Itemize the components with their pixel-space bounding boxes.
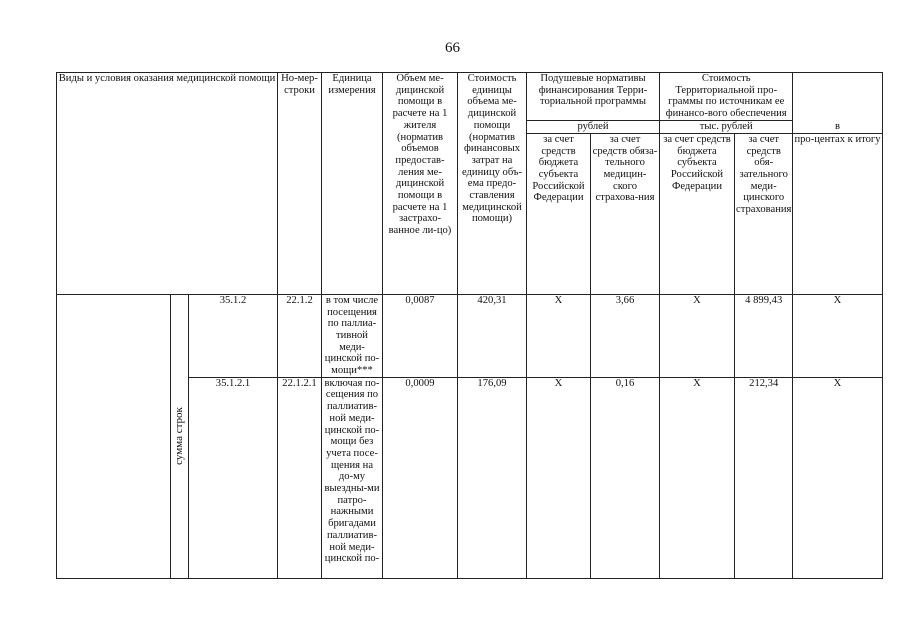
percent-cell: Х [793, 294, 882, 377]
percent-cell: Х [793, 377, 882, 578]
header-percent: про-центах к итогу [793, 133, 882, 294]
oms-cell: 3,66 [591, 294, 660, 377]
table-row [57, 294, 883, 377]
page-number: 66 [445, 40, 460, 56]
code-cell: 35.1.2 [189, 294, 278, 377]
header-per-capita: Подушевые нормативы финансирования Терри-ториальной программы [527, 73, 660, 121]
header-rub: рублей [527, 120, 660, 133]
side-label-cell [171, 294, 189, 578]
volume-cell: 0,0009 [383, 377, 458, 578]
header-cost: Стоимость единицы объема ме-дицинской помощи (норматив финансовых затрат на единицу объ-ема предо-ставления медицинской помощи) [458, 73, 527, 295]
volume-cell: 0,0087 [383, 294, 458, 377]
header-oms: за счет средств обяза-тельного медицин-ского страхова-ния [591, 133, 660, 294]
oms-cell: 0,16 [591, 377, 660, 578]
header-kinds: Виды и условия оказания медицинской помощи [57, 73, 278, 295]
kinds-cell [57, 294, 171, 578]
side-label: сумма строк [172, 407, 185, 466]
header-cost-territorial: Стоимость Территориальной про-граммы по источникам ее финансо-вого обеспечения [660, 73, 793, 121]
unit-cell: включая по-сещения по паллиатив-ной меди-цинской по-мощи без учета посе-щения на до-му выездны-ми патро-нажными бригадами паллиатив-ной меди-цинской по- [322, 377, 383, 578]
header-volume: Объем ме-дицинской помощи в расчете на 1 жителя (норматив объемов предостав-ления ме-дицинской помощи в расчете на 1 застрахо-ванное ли-цо) [383, 73, 458, 295]
cost-cell: 176,09 [458, 377, 527, 578]
header-budget: за счет средств бюджета субъекта Российской Федерации [527, 133, 591, 294]
header-oms-total: за счет средств обя-зательного меди-цинского страхования [735, 133, 793, 294]
unit-cell: в том числе посещения по паллиа-тивной меди-цинской по-мощи*** [322, 294, 383, 377]
code-cell: 35.1.2.1 [189, 377, 278, 578]
header-row-number: Но-мер-строки [278, 73, 322, 295]
cost-cell: 420,31 [458, 294, 527, 377]
oms-total-cell: 212,34 [735, 377, 793, 578]
budget-cell: Х [527, 377, 591, 578]
budget-total-cell: Х [660, 377, 735, 578]
row-number-cell: 22.1.2 [278, 294, 322, 377]
row-number-cell: 22.1.2.1 [278, 377, 322, 578]
header-unit: Единица измерения [322, 73, 383, 295]
header-thousand-rub: тыс. рублей [660, 120, 793, 133]
header-budget-total: за счет средств бюджета субъекта Российской Федерации [660, 133, 735, 294]
financing-table [56, 72, 883, 579]
oms-total-cell: 4 899,43 [735, 294, 793, 377]
budget-cell: Х [527, 294, 591, 377]
header-in: в [793, 73, 882, 134]
budget-total-cell: Х [660, 294, 735, 377]
